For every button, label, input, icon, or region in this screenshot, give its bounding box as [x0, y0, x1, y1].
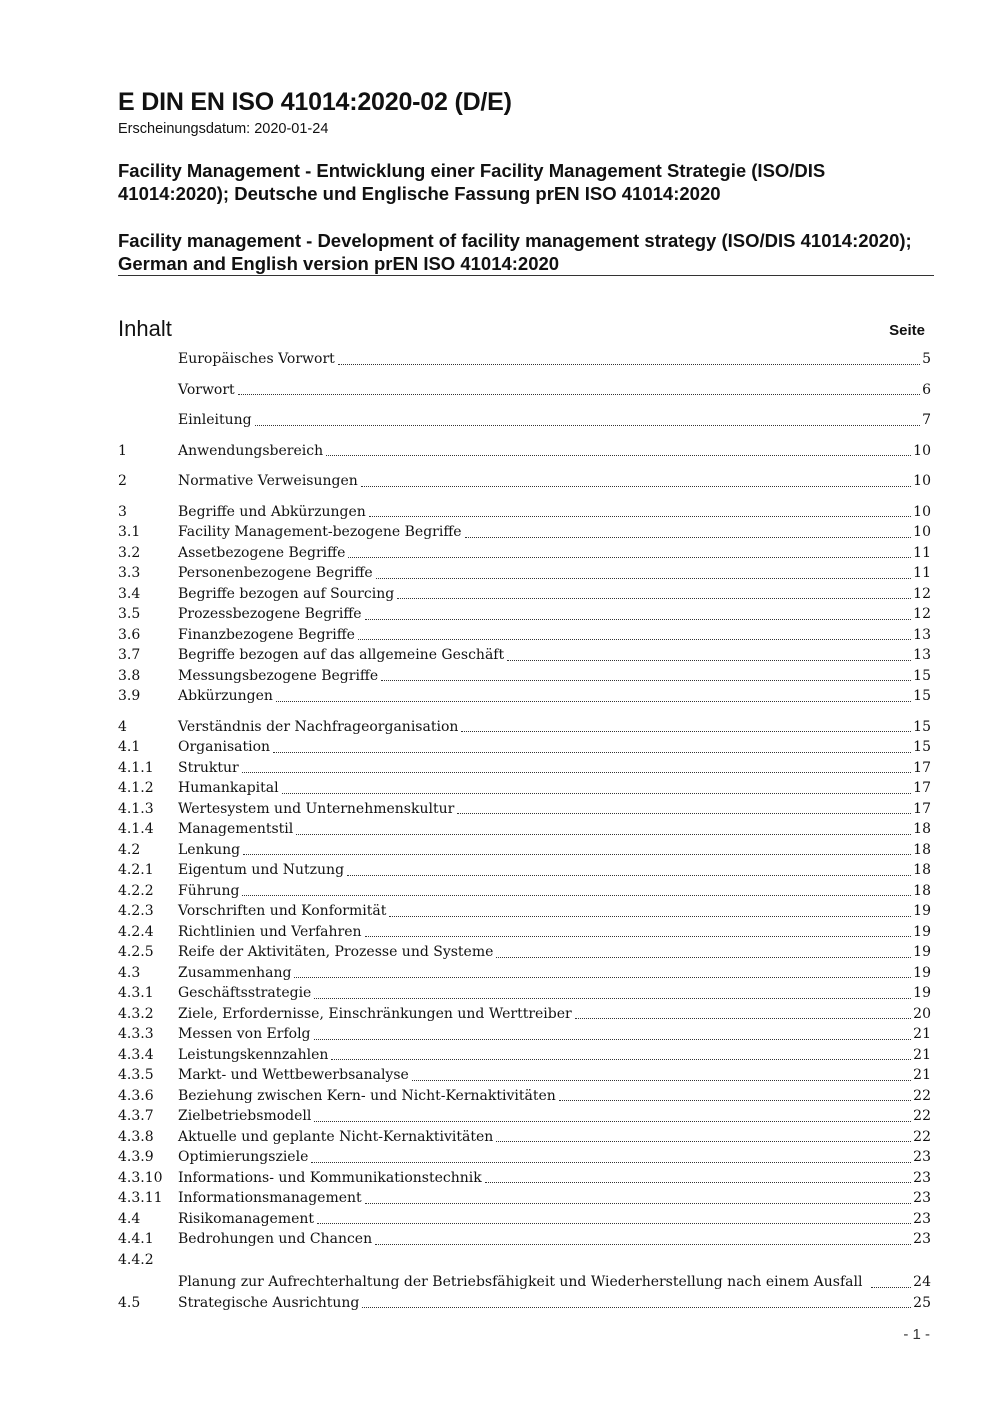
toc-dot-leader — [365, 1203, 912, 1204]
toc-entry-title: Eigentum und Nutzung — [178, 862, 345, 878]
toc-entry[interactable] — [118, 840, 931, 861]
toc-dot-leader — [331, 1059, 911, 1060]
toc-entry-number: 4.1.3 — [118, 800, 154, 817]
toc-entry-title: Facility Management-bezogene Begriffe — [178, 524, 462, 540]
toc-dot-leader — [338, 364, 920, 365]
toc-entry-page: 23 — [913, 1169, 931, 1186]
toc-heading: Inhalt — [118, 316, 172, 341]
toc-dot-leader — [314, 998, 911, 999]
toc-dot-leader — [273, 752, 911, 753]
toc-entry[interactable] — [118, 502, 931, 523]
toc-entry[interactable] — [118, 1250, 931, 1293]
toc-dot-leader — [276, 701, 911, 702]
toc-entry-title: Optimierungsziele — [178, 1149, 309, 1165]
toc-entry-number: 4.4.1 — [118, 1231, 154, 1247]
toc-entry-page: 11 — [913, 544, 931, 561]
toc-entry[interactable] — [118, 645, 931, 666]
toc-entry-title: Lenkung — [178, 841, 241, 858]
toc-dot-leader — [496, 1141, 911, 1142]
toc-entry-page: 21 — [913, 1046, 931, 1063]
toc-entry-number: 4.2.3 — [118, 903, 154, 919]
toc-entry-number: 4.2.1 — [118, 862, 154, 878]
toc-entry-title: Humankapital — [178, 780, 279, 796]
toc-entry-page: 10 — [913, 442, 931, 459]
toc-entry[interactable] — [118, 819, 931, 840]
toc-entry-title: Strategische Ausrichtung — [178, 1294, 360, 1311]
toc-entry-title: Ziele, Erfordernisse, Einschränkungen und Werttreiber — [178, 1005, 572, 1022]
toc-entry[interactable] — [118, 1209, 931, 1230]
toc-entry-number: 4.5 — [118, 1294, 141, 1311]
toc-entry-page: 17 — [913, 800, 931, 817]
toc-entry-number: 4.3.1 — [118, 985, 154, 1001]
toc-entry[interactable] — [118, 543, 931, 564]
toc-entry-page: 18 — [913, 882, 931, 899]
toc-entry-title: Messen von Erfolg — [178, 1026, 311, 1042]
header-divider — [118, 275, 934, 276]
toc-entry[interactable] — [118, 1004, 931, 1025]
toc-entry-number: 3.9 — [118, 688, 141, 704]
toc-entry-number: 4.1 — [118, 739, 141, 755]
toc-entry[interactable] — [118, 942, 931, 963]
toc-entry-page: 12 — [913, 606, 931, 622]
toc-entry-page: 18 — [913, 841, 931, 858]
toc-dot-leader — [365, 936, 912, 937]
toc-entry-number: 4.1.4 — [118, 821, 154, 837]
table-of-contents — [118, 349, 931, 1313]
toc-entry[interactable] — [118, 1086, 931, 1107]
toc-dot-leader — [314, 1121, 911, 1122]
toc-entry-number: 4.2 — [118, 841, 141, 858]
toc-entry-number: 4.3.9 — [118, 1149, 154, 1165]
toc-entry-page: 11 — [913, 565, 931, 581]
toc-entry[interactable] — [118, 410, 931, 431]
publication-date: Erscheinungsdatum: 2020-01-24 — [118, 121, 329, 137]
document-id: E DIN EN ISO 41014:2020-02 (D/E) — [118, 88, 512, 116]
toc-entry-title: Einleitung — [178, 412, 252, 428]
toc-entry[interactable] — [118, 625, 931, 646]
toc-entry-number: 3.6 — [118, 626, 141, 643]
toc-dot-leader — [485, 1182, 911, 1183]
toc-entry-number: 3.8 — [118, 667, 141, 684]
toc-dot-leader — [575, 1018, 911, 1019]
toc-entry-title: Abkürzungen — [178, 688, 273, 704]
toc-entry[interactable] — [118, 901, 931, 922]
toc-dot-leader — [282, 793, 912, 794]
toc-entry-title: Aktuelle und geplante Nicht-Kernaktivitäten — [178, 1128, 494, 1145]
toc-entry-number: 4.3.7 — [118, 1108, 154, 1124]
toc-entry-number: 4.3.3 — [118, 1026, 154, 1042]
toc-dot-leader — [375, 1244, 911, 1245]
toc-entry[interactable] — [118, 983, 931, 1004]
toc-entry-number: 4.4.2 — [118, 1251, 154, 1268]
toc-entry-page: 19 — [913, 903, 931, 919]
toc-entry[interactable] — [118, 1045, 931, 1066]
toc-entry-title: Informations- und Kommunikationstechnik — [178, 1169, 482, 1186]
toc-entry-page: 12 — [913, 585, 931, 602]
toc-entry-page: 19 — [913, 985, 931, 1001]
toc-entry-page: 5 — [922, 351, 931, 367]
toc-dot-leader — [412, 1080, 911, 1081]
toc-dot-leader — [559, 1100, 911, 1101]
toc-entry[interactable] — [118, 922, 931, 943]
toc-dot-leader — [294, 977, 911, 978]
toc-entry-title: Assetbezogene Begriffe — [178, 544, 346, 561]
toc-dot-leader — [243, 854, 911, 855]
toc-entry-number: 4.3 — [118, 964, 141, 981]
toc-dot-leader — [381, 680, 911, 681]
toc-dot-leader — [871, 1287, 911, 1288]
toc-entry-page: 18 — [913, 862, 931, 878]
toc-entry-number: 4.3.4 — [118, 1046, 154, 1063]
toc-entry-number: 4.3.11 — [118, 1190, 163, 1206]
toc-entry[interactable] — [118, 1106, 931, 1127]
toc-dot-leader — [348, 557, 911, 558]
toc-entry-number: 4.3.8 — [118, 1128, 154, 1145]
toc-entry[interactable] — [118, 778, 931, 799]
toc-entry-page: 22 — [913, 1108, 931, 1124]
toc-entry[interactable] — [118, 758, 931, 779]
toc-dot-leader — [314, 1039, 912, 1040]
toc-entry[interactable] — [118, 1293, 931, 1314]
toc-entry-page: 21 — [913, 1067, 931, 1083]
toc-entry[interactable] — [118, 349, 931, 370]
toc-page-column-label: Seite — [889, 322, 925, 339]
toc-dot-leader — [507, 660, 911, 661]
toc-dot-leader — [326, 455, 911, 456]
toc-entry-title: Wertesystem und Unternehmenskultur — [178, 800, 455, 817]
toc-entry[interactable] — [118, 666, 931, 687]
toc-entry-number: 4.3.5 — [118, 1067, 154, 1083]
toc-entry-title: Beziehung zwischen Kern- und Nicht-Kernaktivitäten — [178, 1087, 556, 1104]
toc-entry[interactable] — [118, 881, 931, 902]
toc-entry-title: Messungsbezogene Begriffe — [178, 667, 379, 684]
toc-dot-leader — [296, 834, 911, 835]
toc-entry-page: 17 — [913, 780, 931, 796]
toc-dot-leader — [238, 394, 920, 395]
toc-entry-number: 3.4 — [118, 585, 141, 602]
toc-entry-number: 3.3 — [118, 565, 141, 581]
toc-entry-page: 20 — [913, 1005, 931, 1022]
toc-entry[interactable] — [118, 686, 931, 707]
toc-entry-page: 15 — [913, 667, 931, 684]
toc-dot-leader — [369, 516, 911, 517]
toc-entry-title: Begriffe bezogen auf Sourcing — [178, 585, 395, 602]
toc-entry-page: 22 — [913, 1128, 931, 1145]
toc-entry-title: Verständnis der Nachfrageorganisation — [178, 718, 459, 735]
toc-entry-number: 4.1.1 — [118, 759, 154, 776]
toc-dot-leader — [465, 537, 912, 538]
toc-entry-page: 17 — [913, 759, 931, 776]
toc-dot-leader — [317, 1223, 911, 1224]
toc-entry-title: Finanzbezogene Begriffe — [178, 626, 355, 643]
toc-entry[interactable] — [118, 1065, 931, 1086]
toc-entry-title: Zusammenhang — [178, 964, 292, 981]
toc-entry-title: Reife der Aktivitäten, Prozesse und Systeme — [178, 944, 494, 960]
toc-entry-number: 3 — [118, 503, 127, 520]
toc-entry-number: 3.5 — [118, 606, 141, 622]
toc-entry[interactable] — [118, 1147, 931, 1168]
toc-entry-number: 4.1.2 — [118, 780, 154, 796]
toc-dot-leader — [347, 875, 911, 876]
toc-entry-page: 13 — [913, 647, 931, 663]
toc-entry-title: Richtlinien und Verfahren — [178, 923, 362, 940]
toc-entry-title: Zielbetriebsmodell — [178, 1108, 312, 1124]
toc-entry-title: Geschäftsstrategie — [178, 985, 312, 1001]
toc-entry[interactable] — [118, 1024, 931, 1045]
toc-entry-page: 19 — [913, 944, 931, 960]
toc-entry-page: 15 — [913, 688, 931, 704]
toc-entry-title: Managementstil — [178, 821, 294, 837]
toc-entry-page: 24 — [913, 1273, 931, 1290]
toc-dot-leader — [457, 813, 911, 814]
toc-entry-number: 4 — [118, 718, 127, 735]
toc-entry-number: 4.4 — [118, 1210, 141, 1227]
toc-entry[interactable] — [118, 1188, 931, 1209]
toc-entry-title: Prozessbezogene Begriffe — [178, 606, 362, 622]
toc-entry[interactable] — [118, 1168, 931, 1189]
toc-entry-page: 7 — [922, 412, 931, 428]
toc-entry[interactable] — [118, 717, 931, 738]
toc-entry[interactable] — [118, 799, 931, 820]
toc-entry-number: 4.2.5 — [118, 944, 154, 960]
toc-dot-leader — [376, 578, 911, 579]
toc-entry-title: Führung — [178, 882, 240, 899]
toc-entry-number: 4.3.6 — [118, 1087, 154, 1104]
toc-entry-title: Europäisches Vorwort — [178, 351, 335, 367]
toc-dot-leader — [255, 425, 921, 426]
toc-entry-number: 3.7 — [118, 647, 141, 663]
toc-entry-page: 15 — [913, 739, 931, 755]
toc-entry[interactable] — [118, 860, 931, 881]
toc-entry-title: Planung zur Aufrechterhaltung der Betriebsfähigkeit und Wiederherstellung nach einem Ausfall — [178, 1273, 863, 1290]
toc-entry[interactable] — [118, 441, 931, 462]
toc-entry-title: Leistungskennzahlen — [178, 1046, 329, 1063]
toc-entry[interactable] — [118, 1229, 931, 1250]
toc-dot-leader — [242, 895, 911, 896]
toc-dot-leader — [397, 598, 911, 599]
toc-entry-page: 23 — [913, 1231, 931, 1247]
toc-entry-title: Vorschriften und Konformität — [178, 903, 387, 919]
toc-entry-page: 21 — [913, 1026, 931, 1042]
toc-entry-number: 4.3.10 — [118, 1169, 163, 1186]
page-number: - 1 - — [903, 1326, 930, 1343]
toc-entry-page: 25 — [913, 1294, 931, 1311]
toc-entry[interactable] — [118, 1127, 931, 1148]
toc-entry-title: Organisation — [178, 739, 271, 755]
toc-entry-title: Begriffe bezogen auf das allgemeine Geschäft — [178, 647, 505, 663]
toc-entry-number: 2 — [118, 473, 127, 489]
toc-entry-number: 3.2 — [118, 544, 141, 561]
toc-entry-page: 23 — [913, 1190, 931, 1206]
toc-entry[interactable] — [118, 584, 931, 605]
title-english: Facility management - Development of facility management strategy (ISO/DIS 41014:2020); German and English version prEN ISO 41014:2020 — [118, 230, 912, 274]
toc-entry-title: Normative Verweisungen — [178, 473, 358, 489]
toc-dot-leader — [358, 639, 911, 640]
toc-dot-leader — [461, 731, 911, 732]
toc-entry-title: Personenbezogene Begriffe — [178, 565, 373, 581]
toc-entry-number: 4.2.2 — [118, 882, 154, 899]
toc-entry-title: Vorwort — [178, 381, 235, 398]
toc-dot-leader — [311, 1162, 911, 1163]
toc-entry[interactable] — [118, 963, 931, 984]
toc-dot-leader — [242, 772, 911, 773]
toc-entry-number: 1 — [118, 442, 127, 459]
toc-entry-title: Begriffe und Abkürzungen — [178, 503, 366, 520]
toc-entry-number: 4.3.2 — [118, 1005, 154, 1022]
toc-dot-leader — [389, 916, 911, 917]
toc-dot-leader — [496, 957, 911, 958]
toc-entry-number: 4.2.4 — [118, 923, 154, 940]
toc-entry[interactable] — [118, 522, 931, 543]
toc-entry-page: 22 — [913, 1087, 931, 1104]
toc-entry-number: 3.1 — [118, 524, 141, 540]
toc-entry-page: 13 — [913, 626, 931, 643]
toc-entry-page: 10 — [913, 524, 931, 540]
toc-entry-page: 19 — [913, 964, 931, 981]
toc-entry-title: Struktur — [178, 759, 239, 776]
toc-entry-page: 23 — [913, 1149, 931, 1165]
toc-entry-page: 10 — [913, 473, 931, 489]
toc-entry-page: 18 — [913, 821, 931, 837]
toc-entry-title: Markt- und Wettbewerbsanalyse — [178, 1067, 409, 1083]
toc-dot-leader — [365, 619, 912, 620]
title-german: Facility Management - Entwicklung einer Facility Management Strategie (ISO/DIS 41014:2020); Deutsche und Englische Fassung prEN ISO 41014:2020 — [118, 160, 826, 204]
toc-entry[interactable] — [118, 471, 931, 492]
toc-entry-title: Informationsmanagement — [178, 1190, 362, 1206]
toc-dot-leader — [362, 1307, 911, 1308]
toc-dot-leader — [361, 486, 911, 487]
toc-entry-title: Bedrohungen und Chancen — [178, 1231, 373, 1247]
toc-entry-page: 23 — [913, 1210, 931, 1227]
toc-entry[interactable] — [118, 737, 931, 758]
toc-entry-title: Risikomanagement — [178, 1210, 315, 1227]
toc-entry[interactable] — [118, 380, 931, 401]
toc-entry-title: Anwendungsbereich — [178, 442, 324, 459]
toc-entry[interactable] — [118, 563, 931, 584]
toc-entry[interactable] — [118, 604, 931, 625]
toc-entry-page: 6 — [922, 381, 931, 398]
toc-entry-page: 15 — [913, 718, 931, 735]
toc-entry-page: 19 — [913, 923, 931, 940]
toc-entry-page: 10 — [913, 503, 931, 520]
